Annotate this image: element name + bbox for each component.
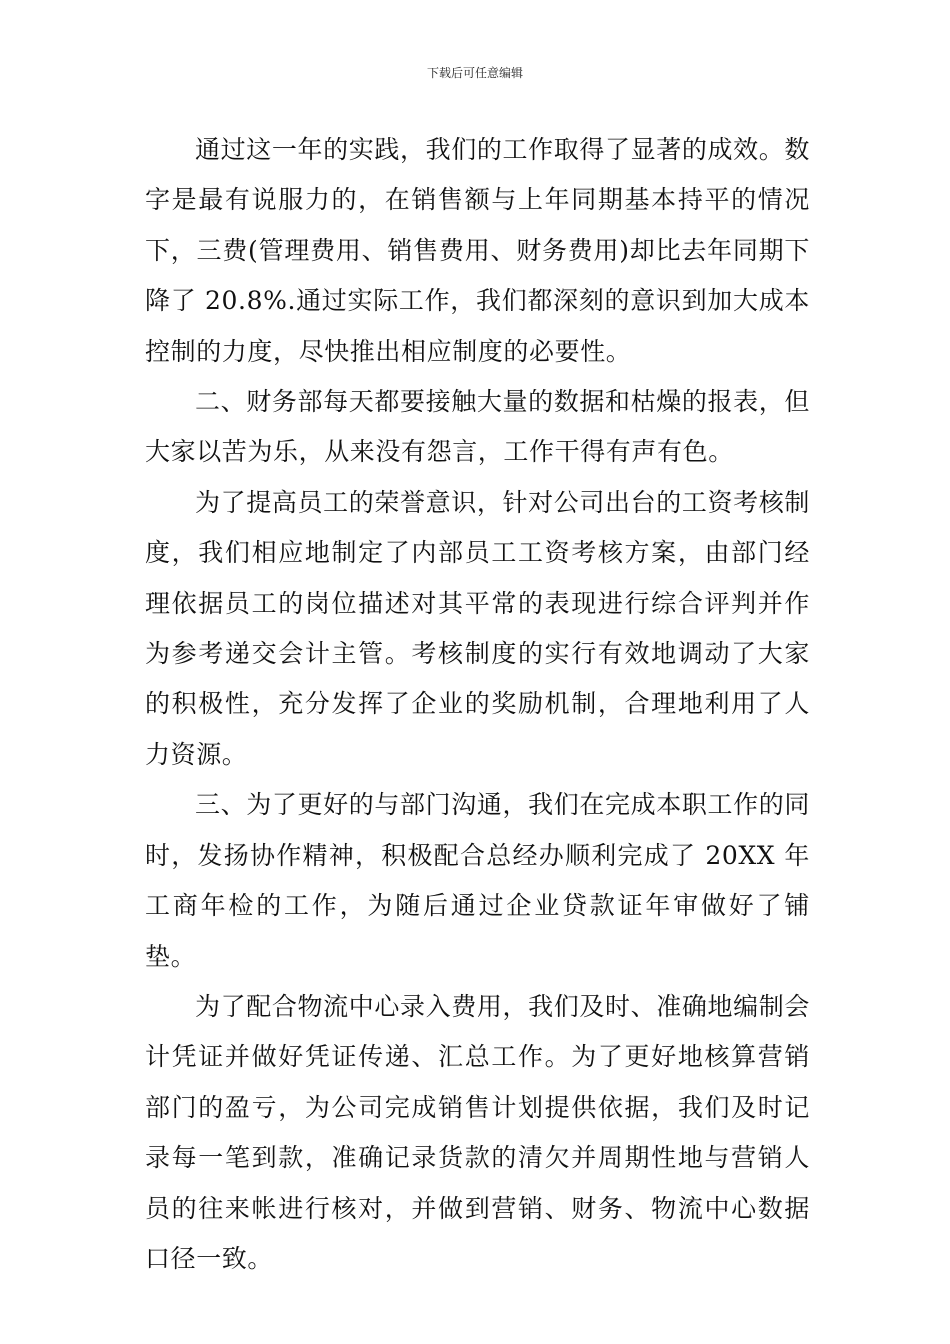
paragraph-finance-department: 二、财务部每天都要接触大量的数据和枯燥的报表，但大家以苦为乐，从来没有怨言，工作干得有声有色。	[145, 387, 810, 467]
page-header: 下载后可任意编辑	[426, 66, 523, 80]
paragraph-salary-assessment: 为了提高员工的荣誉意识，针对公司出台的工资考核制度，我们相应地制定了内部员工工资考核方案，由部门经理依据员工的岗位描述对其平常的表现进行综合评判并作为参考递交会计主管。考核制度的实行有效地调动了大家的积极性，充分发挥了企业的奖励机制，合理地利用了人力资源。	[145, 487, 810, 769]
document-body	[145, 125, 810, 1284]
paragraph-logistics-accounting: 为了配合物流中心录入费用，我们及时、准确地编制会计凭证并做好凭证传递、汇总工作。为了更好地核算营销部门的盈亏，为公司完成销售计划提供依据，我们及时记录每一笔到款，准确记录货款的清欠并周期性地与营销人员的往来帐进行核对，并做到营销、财务、物流中心数据口径一致。	[145, 991, 810, 1273]
paragraph-department-communication: 三、为了更好的与部门沟通，我们在完成本职工作的同时，发扬协作精神，积极配合总经办顺利完成了 20XX 年工商年检的工作，为随后通过企业贷款证年审做好了铺垫。	[145, 790, 810, 971]
paragraph-results: 通过这一年的实践，我们的工作取得了显著的成效。数字是最有说服力的，在销售额与上年同期基本持平的情况下，三费(管理费用、销售费用、财务费用)却比去年同期下降了 20.8%.通过实际工作，我们都深刻的意识到加大成本控制的力度，尽快推出相应制度的必要性。	[145, 135, 810, 366]
